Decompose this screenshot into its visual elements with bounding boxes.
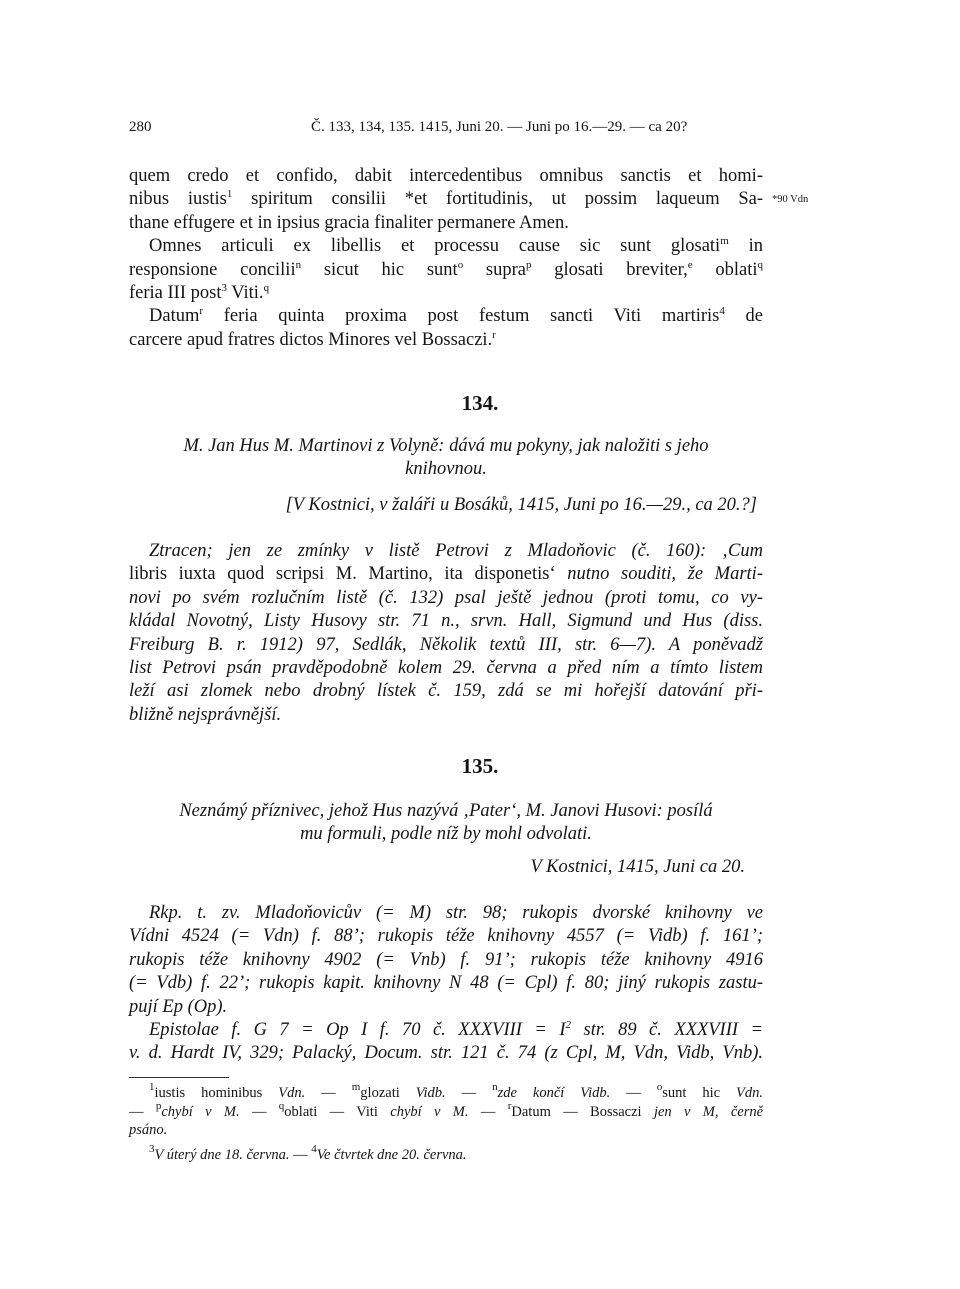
text-line: thane effugere et in ipsius gracia finaliter permanere Amen. [129,212,569,233]
running-header [0,119,960,141]
item-title-line: knihovnou. [405,459,487,480]
item-134-place [129,494,763,517]
margin-note: *90 Vdn [772,194,809,205]
note-line: leží asi zlomek nebo drobný lístek č. 159, zdá se mi hořejší datování při- [129,681,763,702]
manuscript-line: Rkp. t. zv. Mladoňovicův (= M) str. 98; rukopis dvorské knihovny ve [149,903,763,923]
edition-line: Epistolae f. G 7 = Op I f. 70 č. XXXVIII = $I^2$ str. 89 č. XXXVIII = [149,1019,763,1041]
note-line: libris iuxta quod scripsi M. Martino, ita disponetis‘ nutno souditi, že Marti- [129,564,763,585]
footnotes [129,1081,764,1164]
item-135-manuscripts [129,902,763,1066]
item-title-line: Neznámý příznivec, jehož Hus nazývá ‚Pater‘, M. Janovi Husovi: posílá [179,801,713,821]
item-number-134: 134. [461,391,499,415]
note-line: bližně nejsprávnější. [129,704,282,725]
text-line: Datum$^r$ feria quinta proxima post festum sancti Viti martiris$^4$ de [149,305,763,327]
footnote-line: $^3$V úterý dne 18. června. — $^4$Ve čtvrtek dne 20. června. [149,1142,467,1163]
text-line: Omnes articuli ex libellis et processu cause sic sunt glosati$^m$ in [149,235,764,257]
footnote-rule [129,1077,229,1078]
place-date: [V Kostnici, v žaláři u Bosáků, 1415, Juni po 16.—29., ca 20.?] [285,495,757,515]
manuscript-line: (= Vdb) f. 22’; rukopis kapit. knihovny N 48 (= Cpl) f. 80; jiný rukopis zastu- [129,973,763,994]
footnote-line: — $^p$chybí v M. — $^q$oblati — Viti chybí v M. — $^r$Datum — Bossaczi jen v M, černě [129,1099,764,1120]
note-line: novi po svém rozlučním listě (č. 132) psal ještě jednou (proti tomu, co vy- [129,587,763,608]
place-date: V Kostnici, 1415, Juni ca 20. [530,857,745,877]
text-line: feria III post$^3$ Viti.$^q$ [129,282,270,304]
note-line: list Petrovi psán pravděpodobně kolem 29. června a před ním a tímto listem [129,658,763,679]
manuscript-line: rukopis téže knihovny 4902 (= Vnb) f. 91’; rukopis téže knihovny 4916 [129,949,763,970]
item-135-place [129,856,763,879]
text-line: carcere apud fratres dictos Minores vel Bossaczi.$^r$ [129,328,496,350]
item-135-heading [129,800,763,847]
edition-line: v. d. Hardt IV, 329; Palacký, Docum. str. 121 č. 74 (z Cpl, M, Vdn, Vidb, Vnb). [129,1043,763,1064]
manuscript-line: pují Ep (Op). [129,996,228,1017]
footnote-line: psáno. [129,1122,168,1138]
letter-133-text [129,165,763,352]
text-line: nibus iustis$^1$ spiritum consilii *et fortitudinis, ut possim laqueum Sa- [129,188,763,210]
page-number: 280 [129,119,152,135]
note-line: Ztracen; jen ze zmínky v listě Petrovi z Mladoňovic (č. 160): ‚Cum [149,541,763,561]
text-line: quem credo et confido, dabit intercedentibus omnibus sanctis et homi- [129,166,763,186]
header-title: Č. 133, 134, 135. 1415, Juni 20. — Juni po 16.—29. — ca 20? [311,119,688,135]
item-number-135: 135. [461,754,499,778]
footnote-line: $^1$iustis hominibus Vdn. — $^m$glozati Vidb. — $^n$zde končí Vidb. — $^o$sunt hic Vdn. [149,1081,764,1101]
note-line: kládal Novotný, Listy Husovy str. 71 n., srvn. Hall, Sigmund und Hus (diss. [129,611,763,632]
item-134-note [129,540,763,727]
text-line: responsione concilii$^n$ sicut hic sunt$^o$ supra$^p$ glosati breviter,$^e$ oblati$^q$ [129,258,763,280]
note-line: Freiburg B. r. 1912) 97, Sedlák, Několik textů III, str. 6—7). A poněvadž [129,634,763,655]
manuscript-line: Vídni 4524 (= Vdn) f. 88’; rukopis téže knihovny 4557 (= Vidb) f. 161’; [129,926,763,947]
item-title-line: mu formuli, podle níž by mohl odvolati. [300,824,592,845]
item-134-heading [129,435,763,482]
item-title-line: M. Jan Hus M. Martinovi z Volyně: dává mu pokyny, jak naložiti s jeho [183,436,709,456]
